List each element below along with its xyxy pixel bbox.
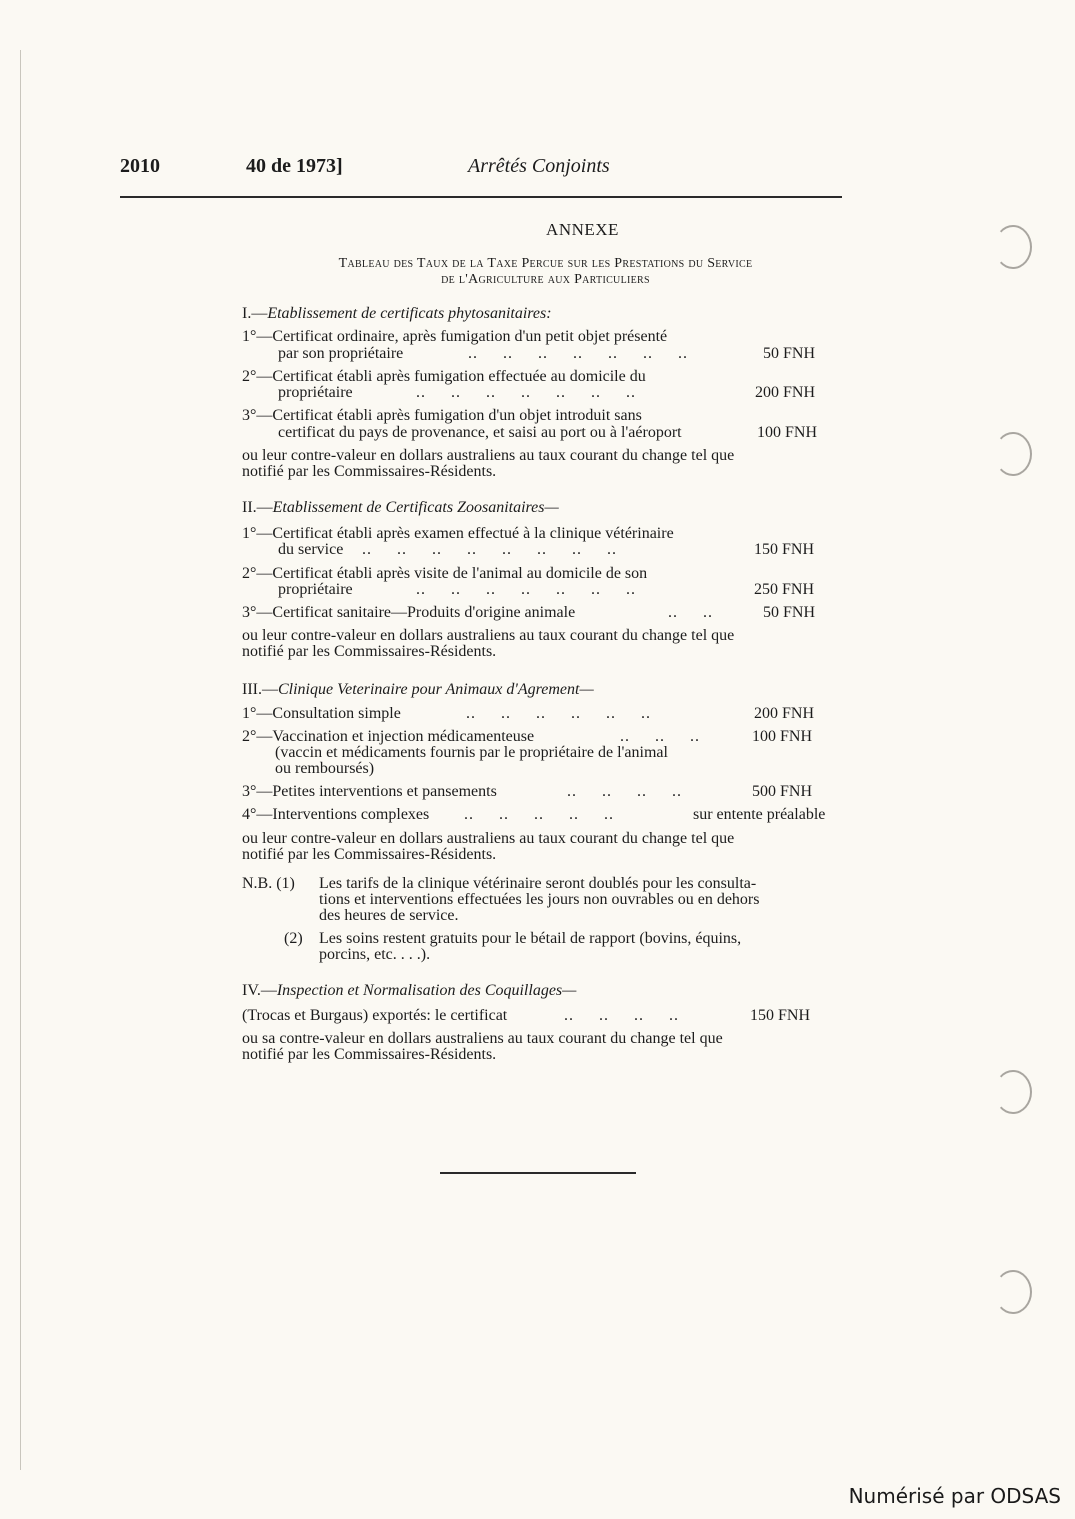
page-number: 2010 (120, 155, 160, 177)
leader-dots: .. .. .. .. .. .. (466, 705, 651, 722)
fee-amount: 50 FNH (763, 345, 816, 362)
s3-note (242, 831, 842, 863)
s1-note (242, 448, 842, 480)
fee-amount: 200 FNH (755, 384, 816, 401)
table-title-line-1: Tableau des Taux de la Taxe Percue sur les Prestations du Service (338, 256, 753, 271)
table-title-line-2: de l'Agriculture aux Particuliers (441, 272, 650, 287)
leader-dots: .. .. .. .. .. (464, 806, 614, 823)
leader-dots: .. .. .. .. .. .. .. (416, 581, 636, 598)
nb-text: Les soins restent gratuits pour le bétail de rapport (bovins, équins, (319, 930, 742, 947)
item-text: 3°—Certificat établi après fumigation d'un objet introduit sans (242, 407, 642, 424)
section-title: Etablissement de Certificats Zoosanitaires— (272, 499, 559, 516)
item-text: 2°—Certificat établi après visite de l'animal au domicile de son (242, 565, 648, 582)
fee-amount: 100 FNH (752, 728, 813, 745)
item-text-cont: propriétaire (278, 384, 353, 401)
section-1-heading (242, 306, 842, 322)
binder-hole-3 (994, 1070, 1032, 1114)
header-rule (120, 196, 842, 198)
nb-label: N.B. (1) (242, 875, 295, 892)
running-title: Arrêtés Conjoints (468, 155, 610, 177)
fee-amount: 100 FNH (757, 424, 818, 441)
fee-amount: 200 FNH (754, 705, 815, 722)
section-number: III.— (242, 681, 278, 698)
section-title: Clinique Veterinaire pour Animaux d'Agrement— (277, 681, 594, 698)
s4-note (242, 1031, 842, 1063)
item-text-cont: propriétaire (278, 581, 353, 598)
fee-amount: 250 FNH (754, 581, 815, 598)
item-text: 1°—Certificat établi après examen effectué à la clinique vétérinaire (242, 525, 674, 542)
item-text: 3°—Certificat sanitaire—Produits d'origine animale (242, 604, 576, 621)
note-line: ou leur contre-valeur en dollars australiens au taux courant du change tel que (242, 447, 735, 464)
item-text-cont: certificat du pays de provenance, et saisi au port ou à l'aéroport (278, 424, 682, 441)
item-text: 2°—Certificat établi après fumigation effectuée au domicile du (242, 368, 646, 385)
fee-amount: 150 FNH (750, 1007, 811, 1024)
binder-hole-2 (994, 432, 1032, 476)
note-line: ou leur contre-valeur en dollars australiens au taux courant du change tel que (242, 830, 735, 847)
nb-text: porcins, etc. . . .). (319, 946, 431, 963)
item-text: 2°—Vaccination et injection médicamenteuse (242, 728, 535, 745)
page-edge-shadow (20, 50, 21, 1470)
section-number: IV.— (242, 982, 277, 999)
digitization-credit: Numérisé par ODSAS (848, 1484, 1061, 1508)
section-2-heading (242, 500, 842, 516)
leader-dots: .. .. .. (620, 728, 700, 745)
fee-amount: sur entente préalable (693, 806, 826, 823)
leader-dots: .. .. .. .. (567, 783, 682, 800)
nb-text: tions et interventions effectuées les jours non ouvrables ou en dehors (319, 891, 760, 908)
item-text: 3°—Petites interventions et pansements (242, 783, 497, 800)
table-title (248, 256, 843, 288)
law-reference: 40 de 1973] (246, 155, 343, 177)
leader-dots: .. .. .. .. .. .. .. (468, 345, 688, 362)
leader-dots: .. .. .. .. .. .. .. .. (362, 541, 617, 558)
item-text-cont: par son propriétaire (278, 345, 404, 362)
section-number: I.— (242, 305, 268, 322)
note-line: notifié par les Commissaires-Résidents. (242, 463, 497, 480)
leader-dots: .. .. .. .. (564, 1007, 679, 1024)
note-line: notifié par les Commissaires-Résidents. (242, 1046, 497, 1063)
closing-rule (440, 1172, 636, 1174)
item-text: 1°—Certificat ordinaire, après fumigation d'un petit objet présenté (242, 328, 668, 345)
item-text-cont: ou remboursés) (275, 760, 375, 777)
nb-text: Les tarifs de la clinique vétérinaire seront doublés pour les consulta- (319, 875, 757, 892)
leader-dots: .. .. .. .. .. .. .. (416, 384, 636, 401)
fee-amount: 500 FNH (752, 783, 813, 800)
item-text: (Trocas et Burgaus) exportés: le certificat (242, 1007, 508, 1024)
item-text-cont: (vaccin et médicaments fournis par le propriétaire de l'animal (275, 744, 668, 761)
binder-hole-4 (994, 1270, 1032, 1314)
section-number: II.— (242, 499, 273, 516)
section-title: Inspection et Normalisation des Coquillages— (276, 982, 577, 999)
leader-dots: .. .. (668, 604, 713, 621)
section-3-heading (242, 682, 842, 698)
fee-amount: 150 FNH (754, 541, 815, 558)
section-title: Etablissement de certificats phytosanitaires: (267, 305, 552, 322)
nb-label: (2) (284, 930, 303, 947)
fee-amount: 50 FNH (763, 604, 816, 621)
item-text: 4°—Interventions complexes (242, 806, 430, 823)
nb-text: des heures de service. (319, 907, 459, 924)
note-line: ou leur contre-valeur en dollars australiens au taux courant du change tel que (242, 627, 735, 644)
note-line: notifié par les Commissaires-Résidents. (242, 643, 497, 660)
s2-note (242, 628, 842, 660)
note-line: ou sa contre-valeur en dollars australiens au taux courant du change tel que (242, 1030, 723, 1047)
item-text-cont: du service (278, 541, 344, 558)
note-line: notifié par les Commissaires-Résidents. (242, 846, 497, 863)
annexe-heading: ANNEXE (546, 220, 619, 239)
section-4-heading (242, 983, 842, 999)
item-text: 1°—Consultation simple (242, 705, 401, 722)
